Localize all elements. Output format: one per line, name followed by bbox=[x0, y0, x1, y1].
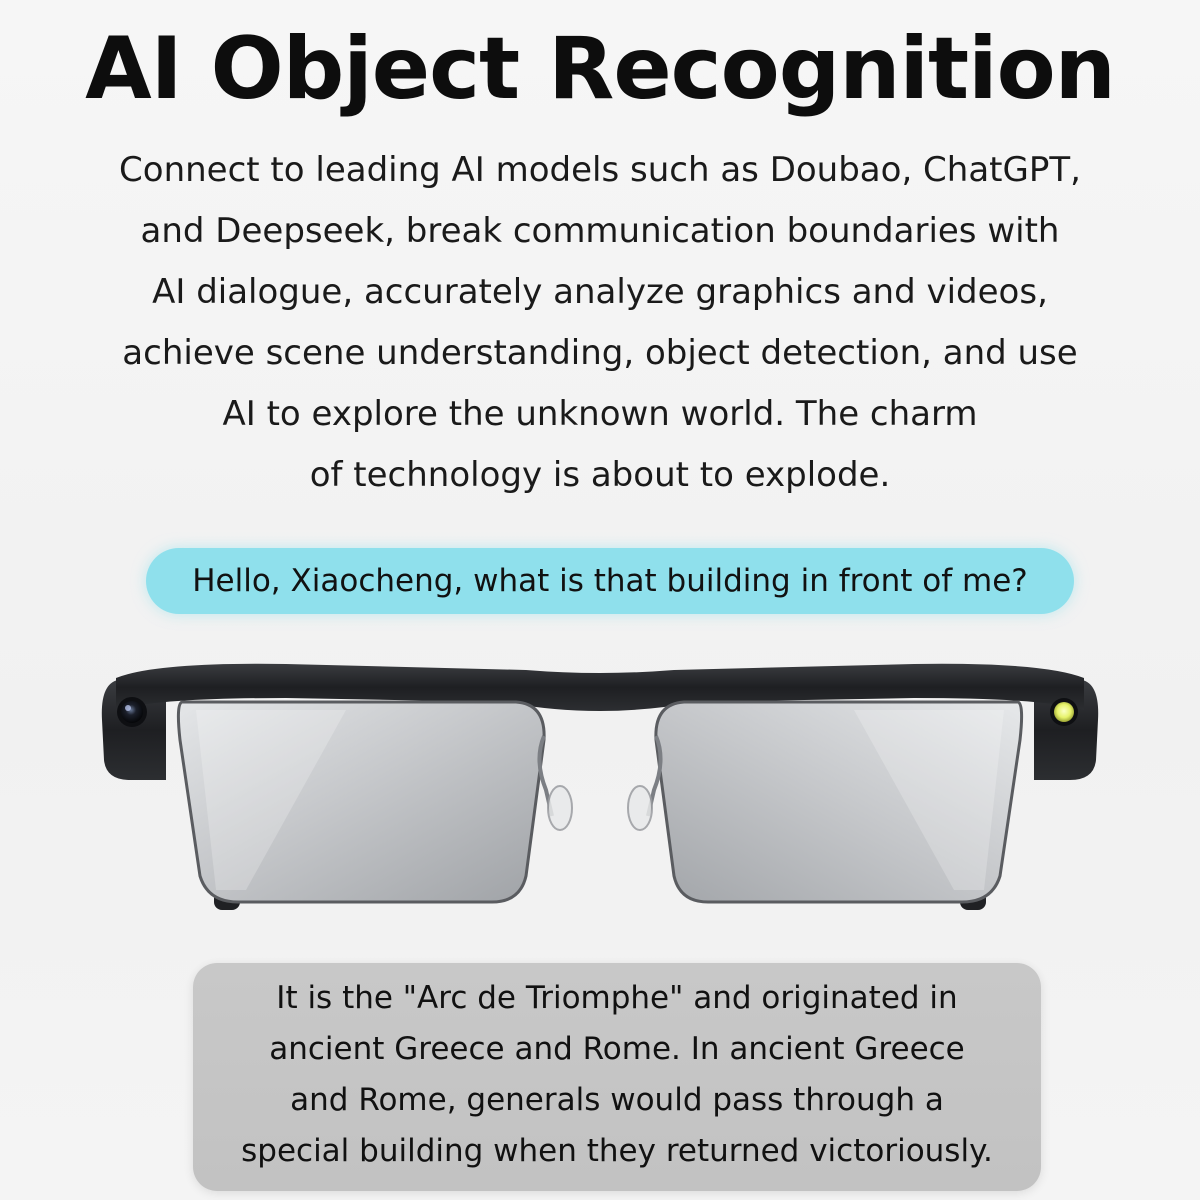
answer-line: special building when they returned victoriously. bbox=[241, 1133, 993, 1169]
intro-paragraph bbox=[60, 140, 1140, 506]
intro-line: and Deepseek, break communication boundaries with bbox=[140, 211, 1060, 251]
answer-line: and Rome, generals would pass through a bbox=[290, 1082, 944, 1118]
intro-line: achieve scene understanding, object detection, and use bbox=[122, 333, 1078, 373]
camera-icon bbox=[117, 697, 147, 727]
intro-line: AI dialogue, accurately analyze graphics and videos, bbox=[152, 272, 1048, 312]
nose-pads bbox=[539, 736, 660, 830]
intro-line: Connect to leading AI models such as Doubao, ChatGPT, bbox=[119, 150, 1081, 190]
answer-line: ancient Greece and Rome. In ancient Greece bbox=[269, 1031, 965, 1067]
intro-line: of technology is about to explode. bbox=[309, 455, 891, 495]
question-text: Hello, Xiaocheng, what is that building in front of me? bbox=[192, 563, 1028, 599]
answer-line: It is the "Arc de Triomphe" and originated in bbox=[276, 980, 958, 1016]
answer-text bbox=[193, 973, 1041, 1177]
intro-line: AI to explore the unknown world. The charm bbox=[222, 394, 978, 434]
indicator-light-icon bbox=[1050, 698, 1078, 726]
answer-bubble bbox=[193, 963, 1041, 1191]
question-bubble bbox=[146, 548, 1074, 614]
smart-glasses-image bbox=[96, 640, 1104, 930]
headline: AI Object Recognition bbox=[85, 19, 1115, 119]
